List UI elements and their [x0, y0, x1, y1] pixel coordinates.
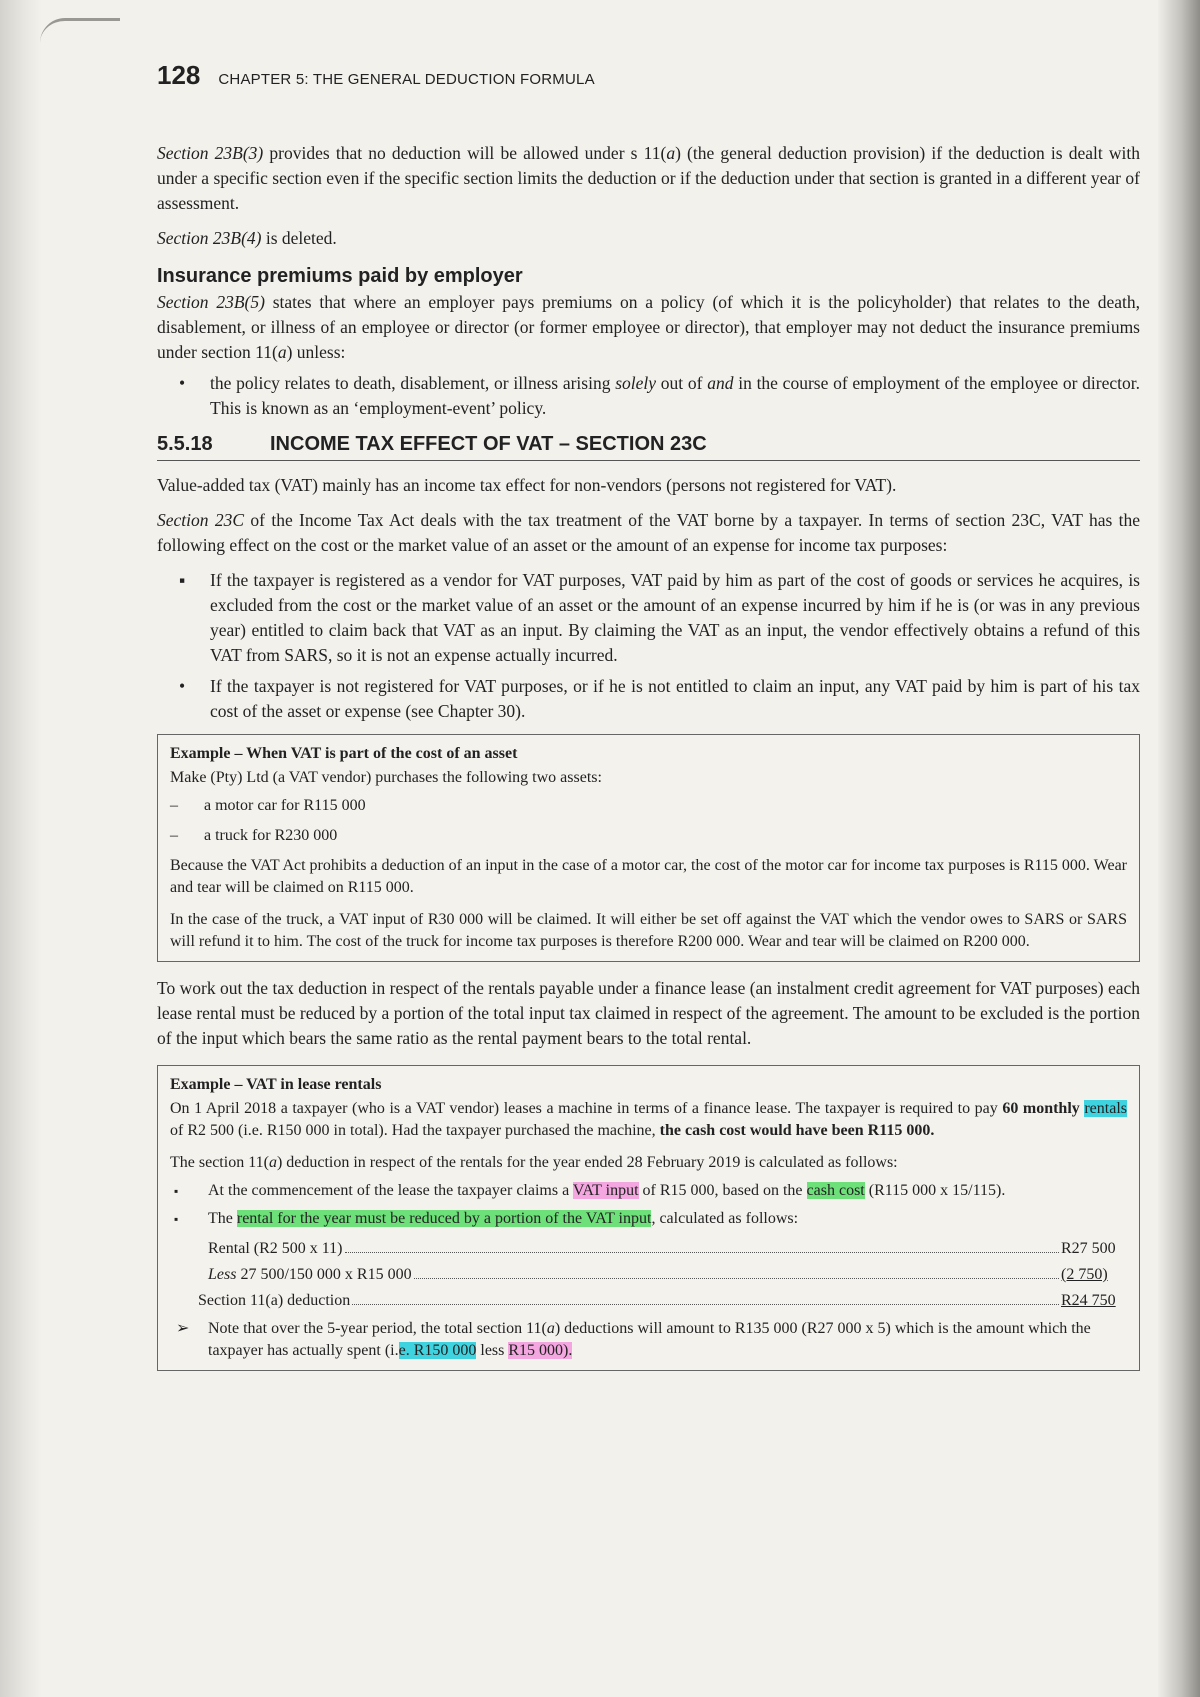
- paragraph-section-23b5: Section 23B(5) states that where an employer pays premiums on a policy (of which it is the policyholder) that relates to the death, disablement, or illness of an employee or director (or former employee or director), that employer may not deduct the insurance premiums under section 11(a) unless:: [157, 292, 1140, 362]
- insurance-condition-list: [157, 371, 1140, 421]
- dotted-leader: [345, 1252, 1060, 1253]
- paragraph-section-23b4: Section 23B(4) is deleted.: [157, 228, 337, 248]
- highlight-cyan: e. R150 000: [398, 1342, 477, 1359]
- paragraph-section-23c: Section 23C of the Income Tax Act deals with the tax treatment of the VAT borne by a taxpayer. In terms of section 23C, VAT has the following effect on the cost or the market value of an asset or the amount of an expense for income tax purposes:: [157, 510, 1140, 555]
- paragraph-section-23b3: Section 23B(3) provides that no deduction will be allowed under s 11(a) (the general deduction provision) if the deduction is dealt with under a specific section even if the specific section limits the deduction or if the deduction under that section is granted in a different year of assessment.: [157, 143, 1140, 213]
- paragraph-vat-intro: Value-added tax (VAT) mainly has an income tax effect for non-vendors (persons not registered for VAT).: [157, 475, 897, 495]
- calc-value: (2 750): [1061, 1266, 1108, 1283]
- running-head: [157, 60, 1140, 91]
- calculation-steps: [170, 1180, 1127, 1230]
- chapter-title: CHAPTER 5: THE GENERAL DEDUCTION FORMULA: [218, 71, 595, 88]
- list-item: • If the taxpayer is not registered for VAT purposes, or if he is not entitled to claim an input, any VAT paid by him is part of his tax cost of the asset or expense (see Chapter 30).: [179, 676, 1140, 721]
- page-number: 128: [157, 60, 201, 90]
- example-title: Example – VAT in lease rentals: [170, 1076, 382, 1093]
- list-item: ▪ If the taxpayer is registered as a vendor for VAT purposes, VAT paid by him as part of the cost of goods or services he acquires, is excluded from the cost or the market value of an asset or the amount of an expense incurred by him if he is (or was in any previous year) entitled to claim back that VAT as an input. By claiming the VAT as an input, the vendor effectively obtains a refund of this VAT from SARS, so it is not an expense actually incurred.: [179, 570, 1140, 665]
- example-paragraph: The section 11(a) deduction in respect of the rentals for the year ended 28 February 2019 is calculated as follows:: [170, 1154, 898, 1171]
- example-title: Example – When VAT is part of the cost of an asset: [170, 745, 518, 762]
- highlight-pink: VAT input: [572, 1182, 639, 1199]
- example-paragraph: On 1 April 2018 a taxpayer (who is a VAT vendor) leases a machine in terms of a finance lease. The taxpayer is required to pay 60 monthly rentals of R2 500 (i.e. R150 000 in total). Had the taxpayer purchased the machine, the cash cost would have been R115 000.: [170, 1100, 1127, 1139]
- bullet-icon: ▪: [174, 1184, 179, 1198]
- list-item: ▪ The rental for the year must be reduced by a portion of the VAT input, calculated as follows:: [170, 1208, 1127, 1230]
- bullet-icon: ▪: [174, 1212, 179, 1226]
- arrow-bullet-icon: ➢: [176, 1320, 190, 1337]
- bullet-icon: ▪: [179, 570, 186, 590]
- section-title: INCOME TAX EFFECT OF VAT – SECTION 23C: [270, 433, 707, 455]
- book-page: [157, 60, 1140, 1385]
- bullet-icon: •: [179, 373, 186, 393]
- bullet-icon: •: [179, 676, 186, 696]
- example-intro: Make (Pty) Ltd (a VAT vendor) purchases the following two assets:: [170, 769, 602, 786]
- example-paragraph: In the case of the truck, a VAT input of R30 000 will be claimed. It will either be set off against the VAT which the vendor owes to SARS or SARS will refund it to him. The cost of the truck for income tax purposes is therefore R200 000. Wear and tear will be claimed on R200 000.: [170, 911, 1127, 950]
- dotted-leader: [352, 1304, 1059, 1305]
- dash-icon: –: [170, 797, 178, 814]
- list-item: – a motor car for R115 000: [170, 795, 1127, 817]
- asset-list: [170, 795, 1127, 847]
- calc-value: R27 500: [1061, 1240, 1116, 1257]
- highlight-cyan: rentals: [1084, 1100, 1127, 1117]
- dotted-leader: [414, 1278, 1059, 1279]
- list-item: ▪ At the commencement of the lease the taxpayer claims a VAT input of R15 000, based on the cash cost (R115 000 x 15/115).: [170, 1180, 1127, 1202]
- example-paragraph: Because the VAT Act prohibits a deduction of an input in the case of a motor car, the cost of the motor car for income tax purposes is R115 000. Wear and tear will be claimed on R115 000.: [170, 857, 1127, 896]
- highlight-green: cash cost: [806, 1182, 865, 1199]
- page-edge-shadow: [1158, 0, 1200, 1697]
- paragraph-finance-lease: To work out the tax deduction in respect of the rentals payable under a finance lease (an instalment credit agreement for VAT purposes) each lease rental must be reduced by a portion of the total input tax claimed in respect of the agreement. The amount to be excluded is the portion of the input which bears the same ratio as the rental payment bears to the total rental.: [157, 978, 1140, 1048]
- list-item: • the policy relates to death, disablement, or illness arising solely out of and in the course of employment of the employee or director. This is known as an ‘employment-event’ policy.: [179, 373, 1140, 418]
- calc-row-deduction: Section 11(a) deduction R24 750: [170, 1288, 1127, 1314]
- example-box-vat-cost: [157, 734, 1140, 962]
- calc-value: R24 750: [1061, 1292, 1116, 1309]
- example-box-lease-rentals: [157, 1065, 1140, 1371]
- vat-effect-list: [157, 568, 1140, 724]
- insurance-heading: Insurance premiums paid by employer: [157, 265, 523, 287]
- binding-mark: [40, 18, 120, 43]
- list-item: – a truck for R230 000: [170, 825, 1127, 847]
- note: ➢ Note that over the 5-year period, the total section 11(a) deductions will amount to R135 000 (R27 000 x 5) which is the amount which the taxpayer has actually spent (i.e. R150 000 less R15 000).: [176, 1320, 1091, 1359]
- calc-row-rental: Rental (R2 500 x 11) R27 500: [170, 1236, 1127, 1262]
- dash-icon: –: [170, 827, 178, 844]
- book-binding-shadow: [0, 0, 42, 1697]
- highlight-pink: R15 000).: [508, 1342, 573, 1359]
- section-number: 5.5.18: [157, 433, 213, 455]
- calc-row-less: Less 27 500/150 000 x R15 000 (2 750): [170, 1262, 1127, 1288]
- section-heading-5-5-18: [157, 433, 1140, 461]
- highlight-green: rental for the year must be reduced by a portion of the VAT input: [236, 1210, 652, 1227]
